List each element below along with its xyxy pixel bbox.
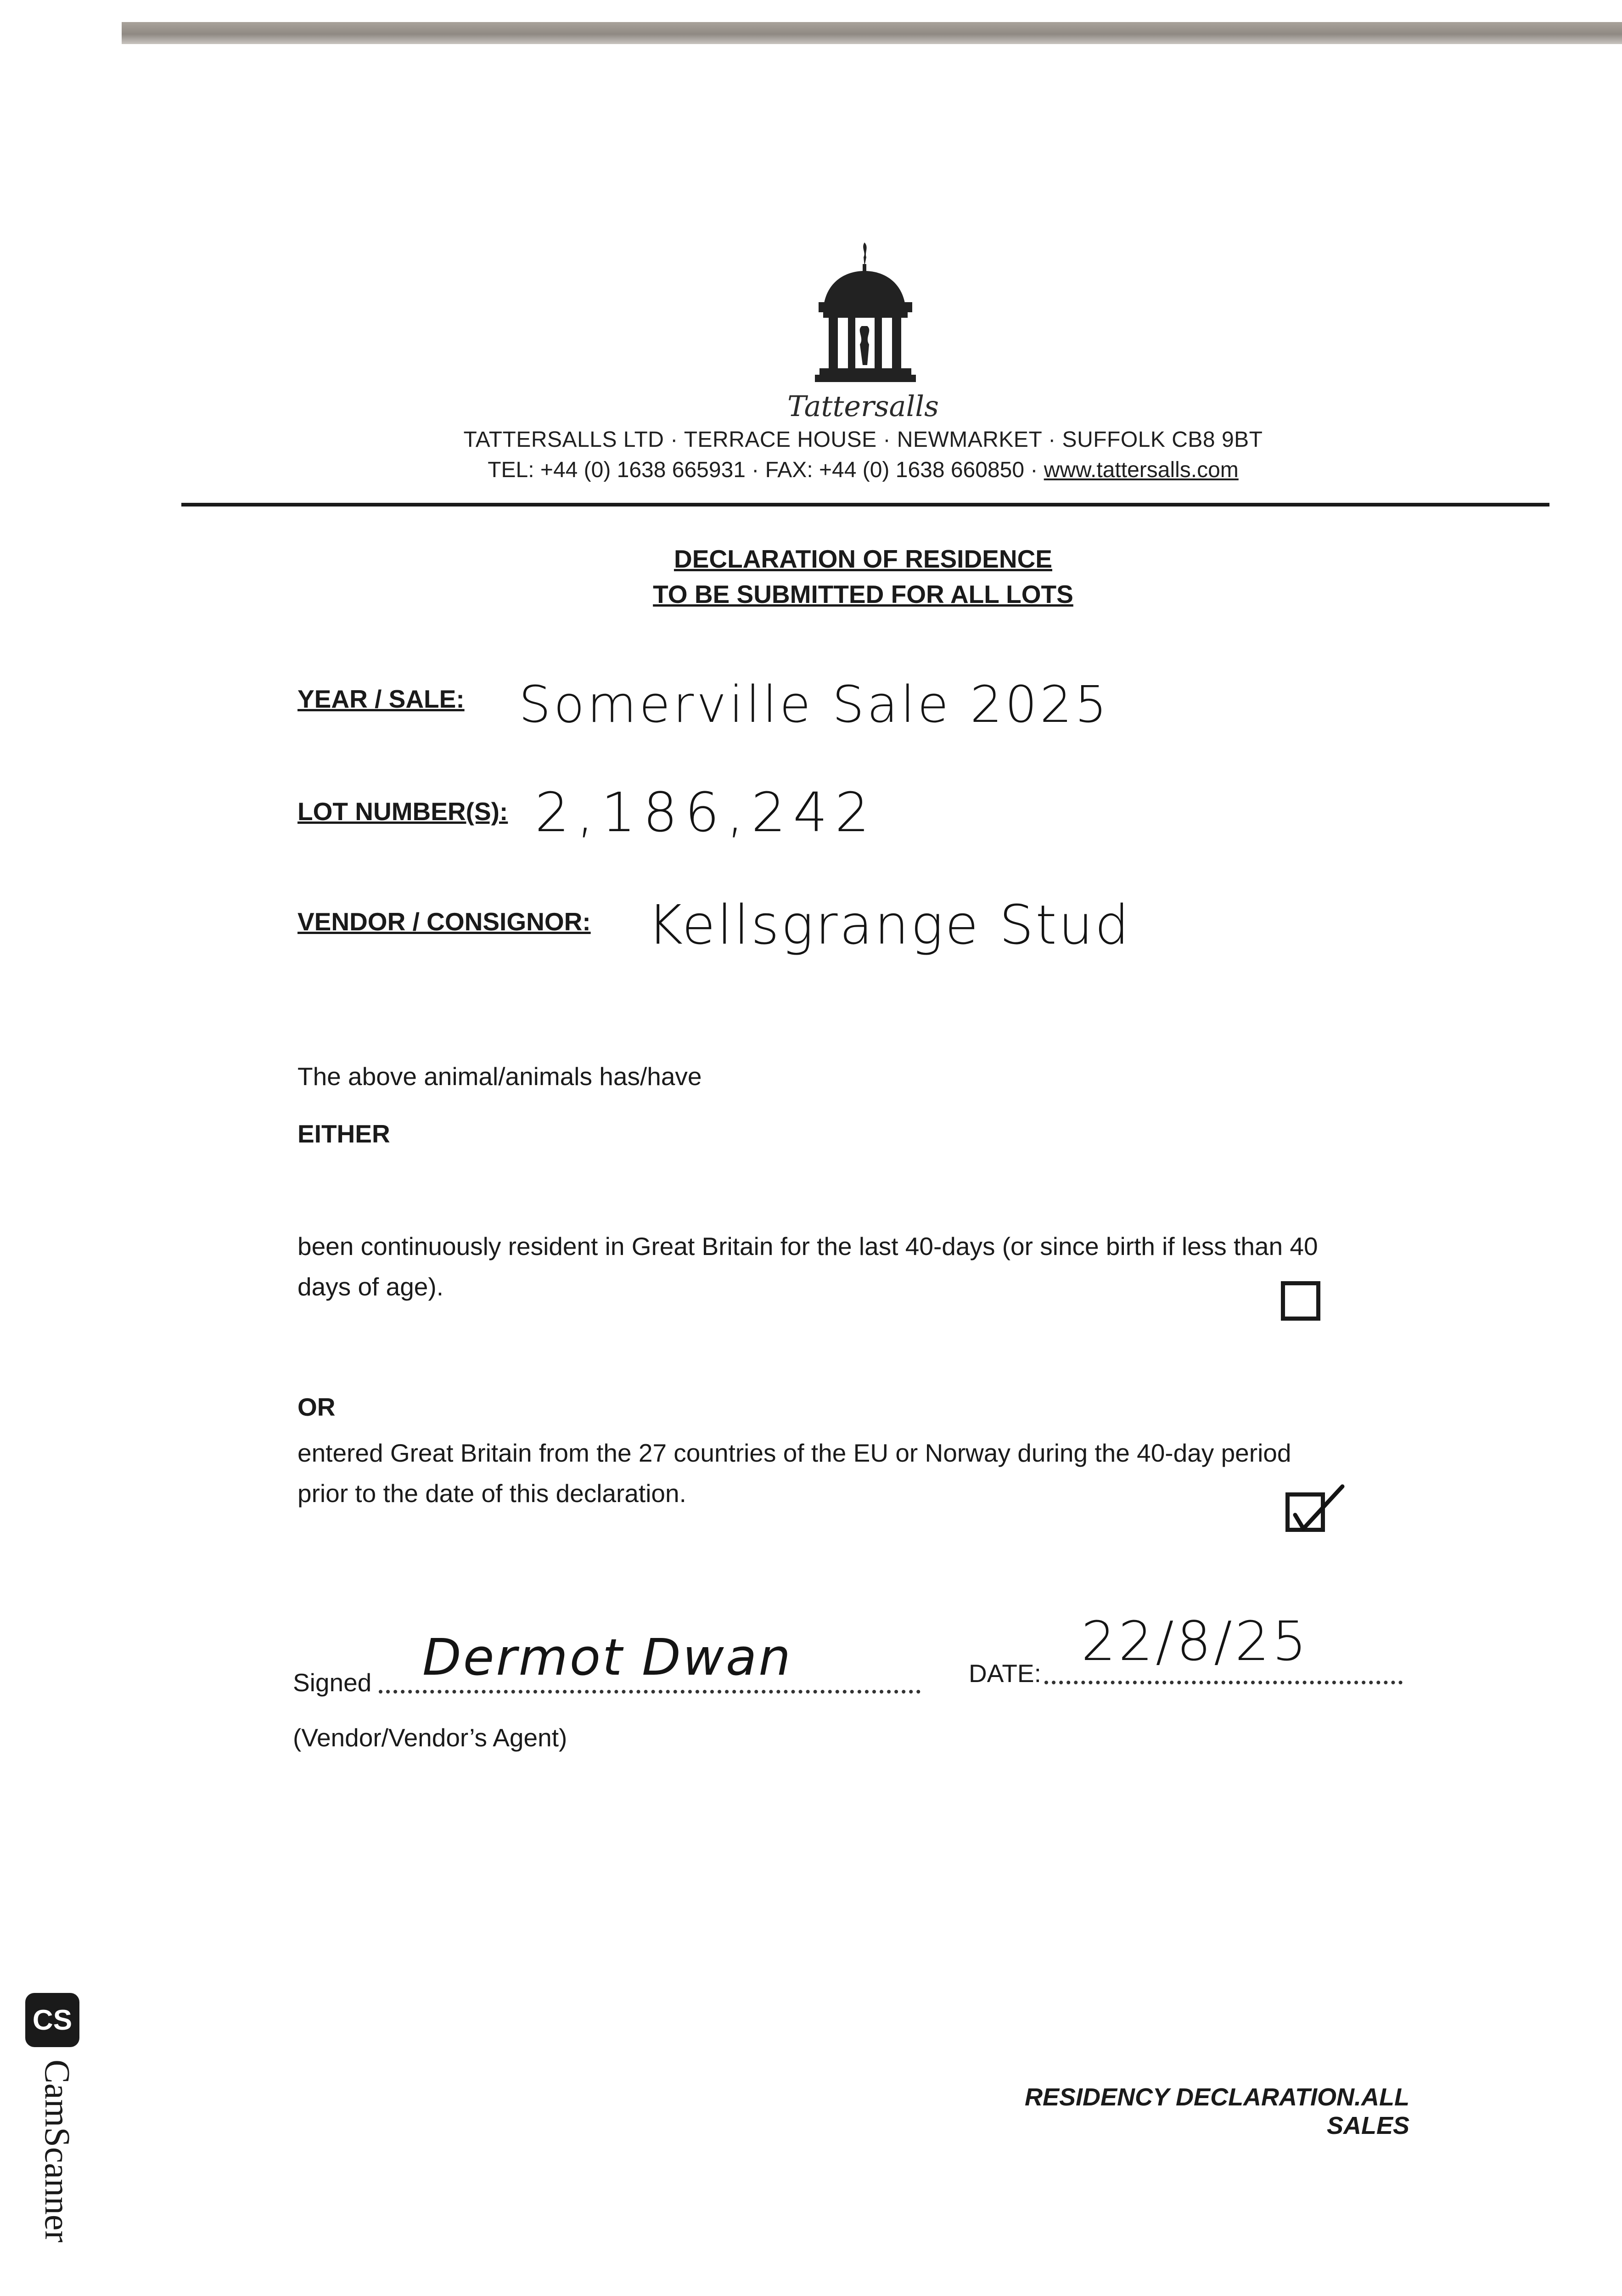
lot-numbers-label: LOT NUMBER(S): [297,797,508,826]
signature-line [379,1690,920,1694]
either-label: EITHER [297,1120,390,1148]
form-title-line1: DECLARATION OF RESIDENCE [673,545,1052,573]
vendor-consignor-label: VENDOR / CONSIGNOR: [297,907,591,936]
tel-fax: TEL: +44 (0) 1638 665931 · FAX: +44 (0) 1638 660850 · [488,458,1044,482]
date-line [1044,1681,1403,1684]
option2-line1: entered Great Britain from the 27 countries of the EU or Norway during the 40-day period [297,1439,1291,1467]
date-label: DATE: [969,1659,1041,1688]
signature-value[interactable]: Dermot Dwan [422,1628,792,1687]
option1-line1: been continuously resident in Great Britain for the last 40-days (or since birth if less than 40 [297,1232,1318,1261]
camscanner-watermark: CamScanner [38,2060,78,2243]
tattersalls-rotunda-logo [806,239,925,386]
year-sale-value[interactable]: Somerville Sale 2025 [519,675,1110,734]
option2-line2: prior to the date of this declaration. [297,1479,686,1508]
scan-top-edge [122,22,1622,44]
statement-intro: The above animal/animals has/have [297,1062,702,1091]
lot-numbers-value[interactable]: 2,186,242 [535,781,877,844]
website-link[interactable]: www.tattersalls.com [1044,458,1239,482]
logo-graphic [806,239,925,386]
header-divider [181,503,1549,506]
camscanner-badge: CS [25,1993,79,2047]
signed-label: Signed [293,1668,372,1697]
or-label: OR [297,1393,336,1421]
option2-checkbox[interactable] [1285,1492,1325,1532]
option2-text [297,1433,1418,1514]
vendor-agent-label: (Vendor/Vendor’s Agent) [293,1723,567,1752]
company-address: TATTERSALLS LTD · TERRACE HOUSE · NEWMARKET · SUFFOLK CB8 9BT [463,428,1263,452]
form-title-line2: TO BE SUBMITTED FOR ALL LOTS [653,580,1073,608]
contact-line [367,457,1359,483]
date-value[interactable]: 22/8/25 [1081,1609,1309,1673]
vendor-consignor-value[interactable]: Kellsgrange Stud [647,893,1131,957]
option1-checkbox[interactable] [1281,1281,1320,1321]
option1-text [297,1226,1418,1307]
footer-label: RESIDENCY DECLARATION.ALL SALES [1024,2083,1409,2139]
checkmark-icon [1290,1483,1349,1538]
brand-name: Tattersalls [787,389,939,423]
year-sale-label: YEAR / SALE: [297,685,465,713]
option1-line2: days of age). [297,1272,443,1301]
